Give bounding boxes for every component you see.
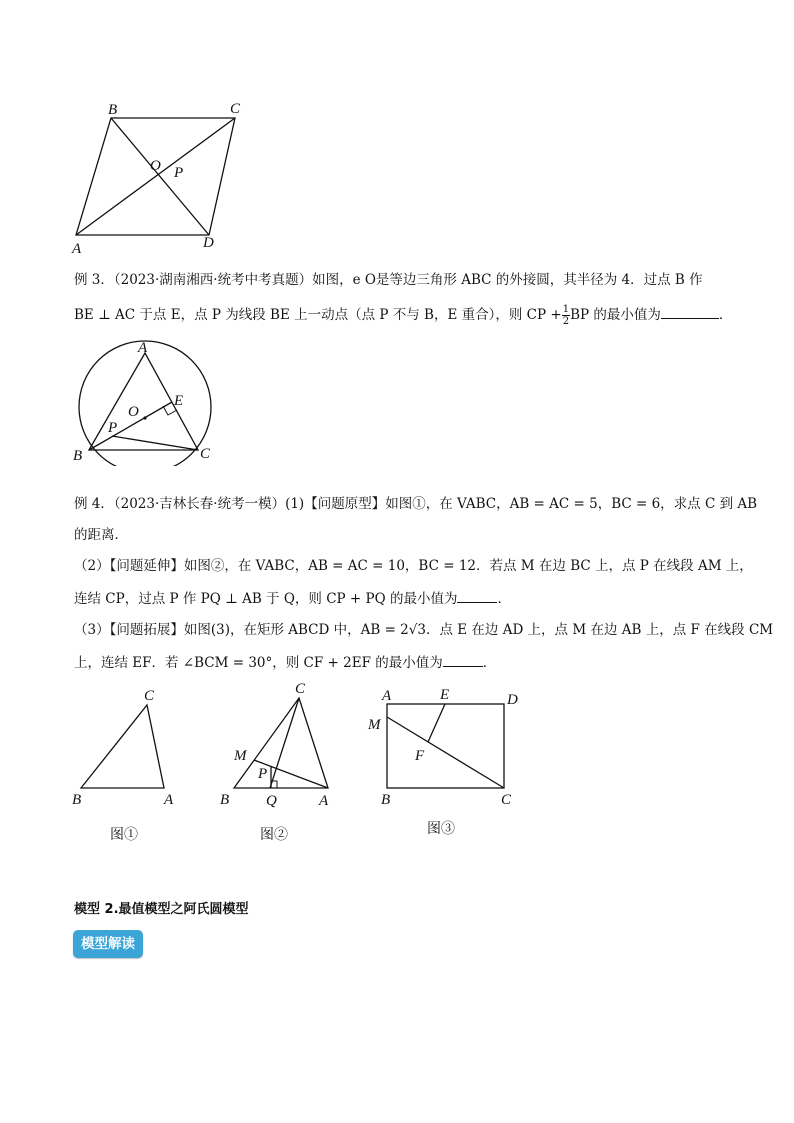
example-3-line-1: 例 3．（2023·湖南湘西·统考中考真题）如图，e O是等边三角形 ABC 的外接圆，其半径为 4．过点 B 作: [74, 272, 703, 288]
figure-caption-1: 图①: [110, 827, 138, 843]
fraction-one-half: $\frac{1}{2}$: [562, 304, 570, 327]
answer-blank[interactable]: [457, 588, 497, 603]
section-title: 模型 2.最值模型之阿氏圆模型: [74, 902, 249, 917]
example-4-line-5: （3）【问题拓展】如图(3)，在矩形 ABCD 中，AB = 2√3．点 E 在边 AD 上，点 M 在边 AB 上，点 F 在线段 CM: [74, 622, 774, 638]
label-B: B: [73, 448, 83, 464]
example-4-line-6: 上，连结 EF．若 ∠BCM = 30°，则 CF + 2EF 的最小值为 ．: [74, 652, 496, 673]
label-B: B: [220, 792, 230, 808]
figure-circumcircle: [70, 336, 220, 466]
figure-rectangle-3: [364, 680, 524, 810]
label-P: P: [108, 420, 118, 436]
label-F: F: [415, 748, 425, 764]
label-P: P: [174, 165, 184, 181]
label-B: B: [72, 792, 82, 808]
figure-parallelogram: [66, 96, 256, 256]
label-C: C: [200, 446, 211, 462]
label-E: E: [440, 687, 450, 703]
label-Q: Q: [266, 793, 277, 809]
example-4-line-3: （2）【问题延伸】如图②，在 VABC，AB = AC = 10，BC = 12．若点 M 在边 BC 上，点 P 在线段 AM 上，: [74, 558, 753, 574]
figure-caption-2: 图②: [260, 827, 288, 843]
answer-blank[interactable]: [443, 652, 483, 667]
label-E: E: [174, 393, 184, 409]
figure-caption-3: 图③: [427, 821, 455, 837]
example-4-line-1: 例 4．（2023·吉林长春·统考一模）(1)【问题原型】如图①，在 VABC，AB = AC = 5，BC = 6，求点 C 到 AB: [74, 496, 758, 512]
figure-triangle-2: [214, 676, 344, 811]
label-B: B: [381, 792, 391, 808]
label-A: A: [72, 241, 82, 256]
label-C: C: [144, 688, 155, 704]
model-interpretation-badge[interactable]: 模型解读: [73, 930, 143, 958]
label-A: A: [382, 688, 392, 704]
label-C: C: [501, 792, 512, 808]
label-P: P: [258, 766, 268, 782]
label-B: B: [108, 102, 118, 118]
label-A: A: [164, 792, 174, 808]
label-O: O: [128, 404, 139, 420]
label-M: M: [368, 717, 381, 733]
label-C: C: [295, 681, 306, 697]
label-M: M: [234, 748, 247, 764]
label-D: D: [507, 692, 518, 708]
example-3-line-2: BE ⊥ AC 于点 E，点 P 为线段 BE 上一动点（点 P 不与 B，E 重合），则 CP + $\frac{1}{2}$ BP 的最小值为 ．: [74, 304, 733, 327]
example-4-line-4: 连结 CP，过点 P 作 PQ ⊥ AB 于 Q，则 CP + PQ 的最小值为 ．: [74, 588, 511, 609]
label-A: A: [138, 340, 148, 356]
answer-blank[interactable]: [661, 304, 719, 319]
label-A: A: [319, 793, 329, 809]
figure-triangle-1: [66, 680, 191, 810]
label-C: C: [230, 101, 241, 117]
example-4-line-2: 的距离．: [74, 527, 128, 543]
label-O: O: [150, 158, 161, 174]
label-D: D: [203, 235, 214, 251]
